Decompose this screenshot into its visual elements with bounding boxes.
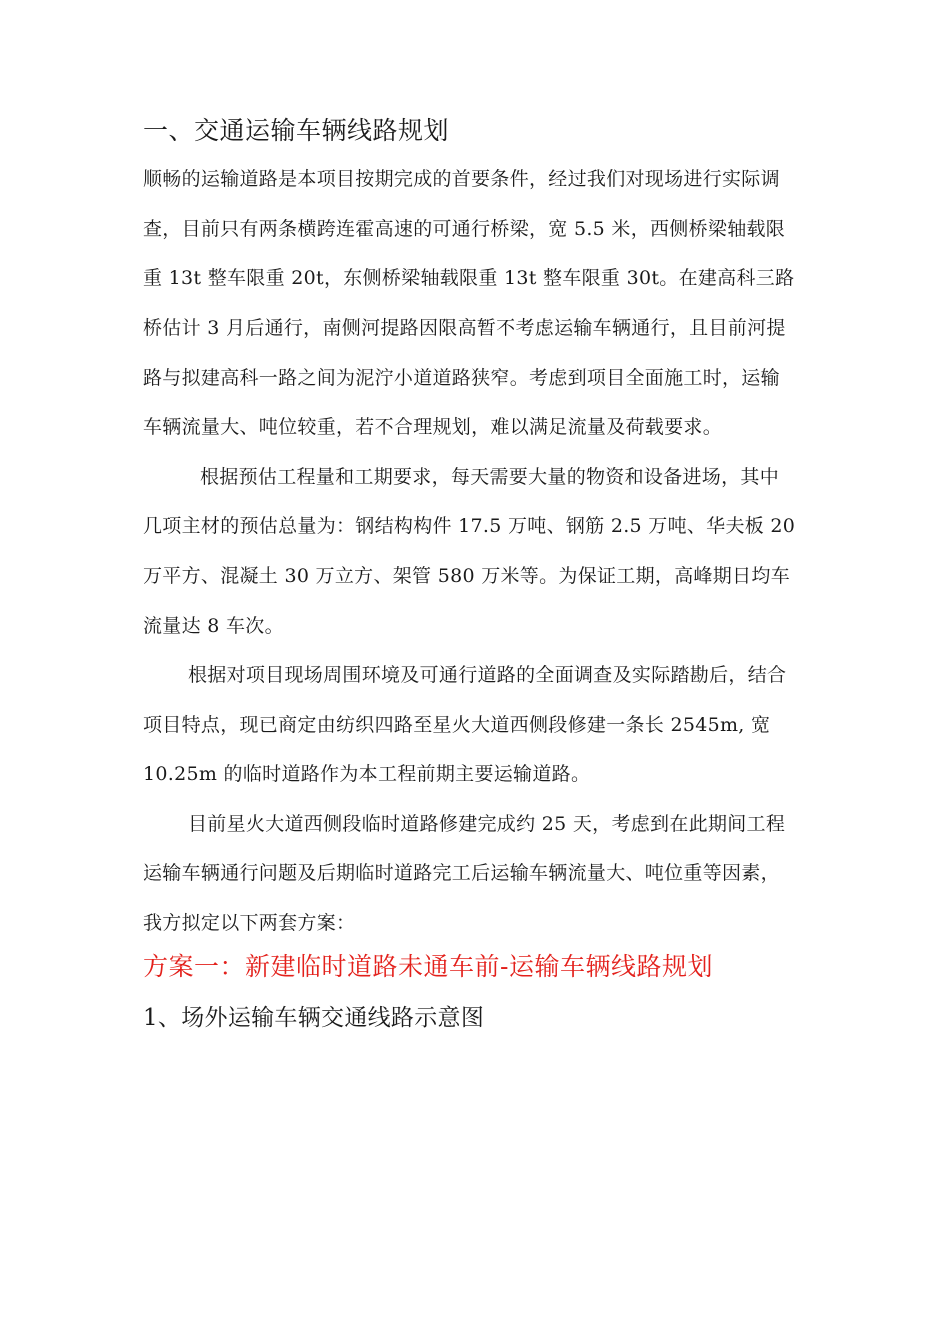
paragraph-line: 我方拟定以下两套方案： <box>143 912 356 934</box>
paragraph-line: 路与拟建高科一路之间为泥泞小道道路狭窄。考虑到项目全面施工时，运输 <box>143 367 780 389</box>
section-heading: 一、交通运输车辆线路规划 <box>143 116 450 145</box>
paragraph-line: 运输车辆通行问题及后期临时道路完工后运输车辆流量大、吨位重等因素， <box>143 862 780 884</box>
paragraph-line: 流量达 8 车次。 <box>143 615 284 637</box>
paragraph-line: 顺畅的运输道路是本项目按期完成的首要条件，经过我们对现场进行实际调 <box>143 168 780 190</box>
paragraph-line: 目前星火大道西侧段临时道路修建完成约 25 天，考虑到在此期间工程 <box>188 813 786 835</box>
paragraph-line: 项目特点，现已商定由纺织四路至星火大道西侧段修建一条长 2545m, 宽 <box>143 714 771 736</box>
paragraph-line: 查，目前只有两条横跨连霍高速的可通行桥梁，宽 5.5 米，西侧桥梁轴载限 <box>143 218 786 240</box>
paragraph-line: 几项主材的预估总量为：钢结构构件 17.5 万吨、钢筋 2.5 万吨、华夫板 20 <box>143 515 796 537</box>
paragraph-line: 根据预估工程量和工期要求，每天需要大量的物资和设备进场，其中 <box>200 466 780 488</box>
paragraph-line: 重 13t 整车限重 20t，东侧桥梁轴载限重 13t 整车限重 30t。在建高科三路 <box>143 267 795 289</box>
plan-one-heading: 方案一：新建临时道路未通车前-运输车辆线路规划 <box>143 952 713 981</box>
paragraph-line: 车辆流量大、吨位较重，若不合理规划，难以满足流量及荷载要求。 <box>143 416 723 438</box>
paragraph-line: 根据对项目现场周围环境及可通行道路的全面调查及实际踏勘后，结合 <box>188 664 787 686</box>
paragraph-line: 10.25m 的临时道路作为本工程前期主要运输道路。 <box>143 763 591 785</box>
paragraph-line: 桥估计 3 月后通行，南侧河提路因限高暂不考虑运输车辆通行，且目前河提 <box>143 317 786 339</box>
route-diagram-subheading: 1、场外运输车辆交通线路示意图 <box>143 1005 485 1031</box>
paragraph-line: 万平方、混凝土 30 万立方、架管 580 万米等。为保证工期，高峰期日均车 <box>143 565 791 587</box>
